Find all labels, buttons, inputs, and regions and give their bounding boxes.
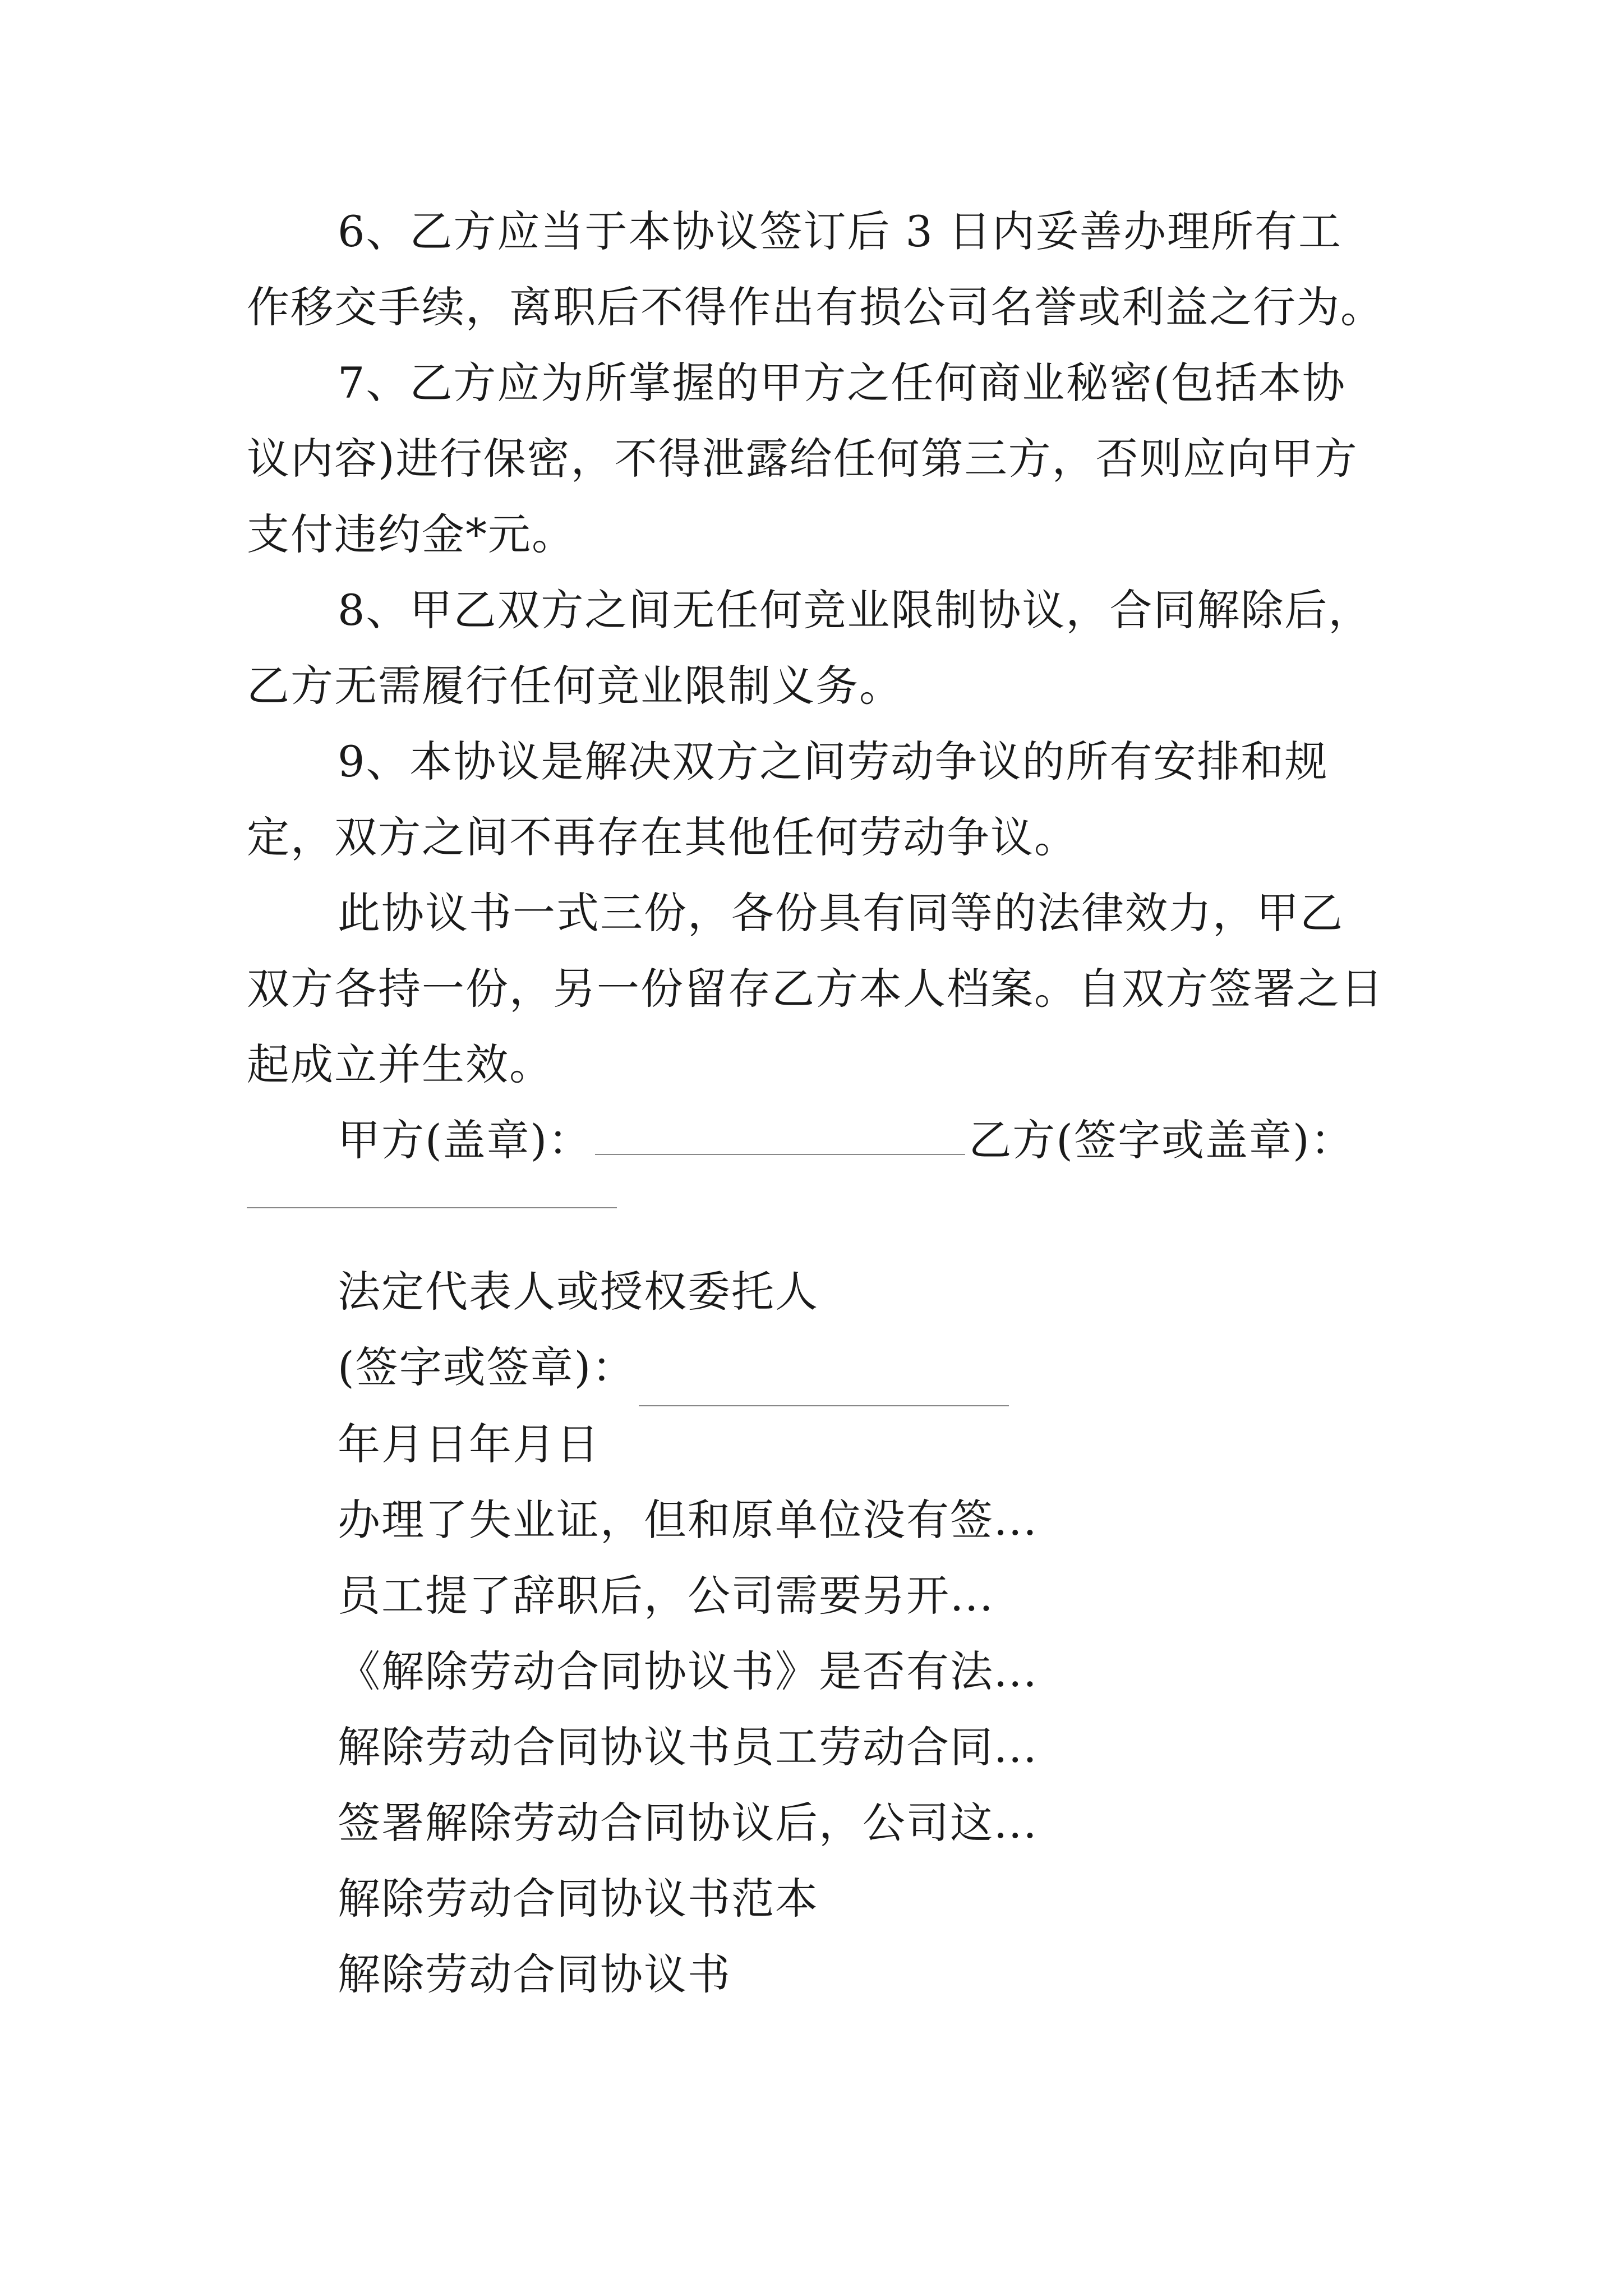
- clause-7: 7、乙方应为所掌握的甲方之任何商业秘密(包括本协议内容)进行保密，不得泄露给任何第三方，否则应向甲方支付违约金*元。: [247, 358, 1358, 559]
- rep-sign-label: (签字或签章)：: [338, 1342, 636, 1392]
- party-b-sign-rule: [247, 1207, 617, 1208]
- related-link-5[interactable]: 签署解除劳动合同协议后，公司这...: [338, 1798, 1038, 1848]
- related-link-1[interactable]: 办理了失业证，但和原单位没有签...: [338, 1495, 1038, 1545]
- date-line: 年月日年月日: [338, 1419, 600, 1469]
- related-link-4[interactable]: 解除劳动合同协议书员工劳动合同...: [338, 1722, 1038, 1772]
- related-link-6[interactable]: 解除劳动合同协议书范本: [338, 1874, 819, 1924]
- related-link-3[interactable]: 《解除劳动合同协议书》是否有法...: [338, 1646, 1038, 1696]
- clause-6: 6、乙方应当于本协议签订后 3 日内妥善办理所有工作移交手续，离职后不得作出有损公司名誉或利益之行为。: [247, 206, 1384, 332]
- party-a-label: 甲方(盖章)：: [338, 1115, 592, 1165]
- party-b-sign-blank: [247, 1178, 1385, 1254]
- copies-clause: 此协议书一式三份，各份具有同等的法律效力，甲乙双方各持一份，另一份留存乙方本人档案。自双方签署之日起成立并生效。: [247, 888, 1384, 1089]
- document-body: [247, 194, 1385, 2012]
- rep-sign-blank: [639, 1329, 1009, 1406]
- rep-sign-line: [247, 1329, 1385, 1406]
- clause-8: 8、甲乙双方之间无任何竞业限制协议，合同解除后，乙方无需履行任何竞业限制义务。: [247, 585, 1372, 711]
- representative-label: 法定代表人或授权委托人: [338, 1267, 819, 1317]
- related-link-7[interactable]: 解除劳动合同协议书: [338, 1949, 731, 1999]
- party-a-sign-blank: [595, 1152, 965, 1155]
- signature-parties-line: [247, 1102, 1385, 1178]
- party-b-label: 乙方(签字或盖章)：: [969, 1115, 1354, 1165]
- clause-9: 9、本协议是解决双方之间劳动争议的所有安排和规定，双方之间不再存在其他任何劳动争议。: [247, 737, 1329, 862]
- related-link-2[interactable]: 员工提了辞职后，公司需要另开...: [338, 1571, 994, 1621]
